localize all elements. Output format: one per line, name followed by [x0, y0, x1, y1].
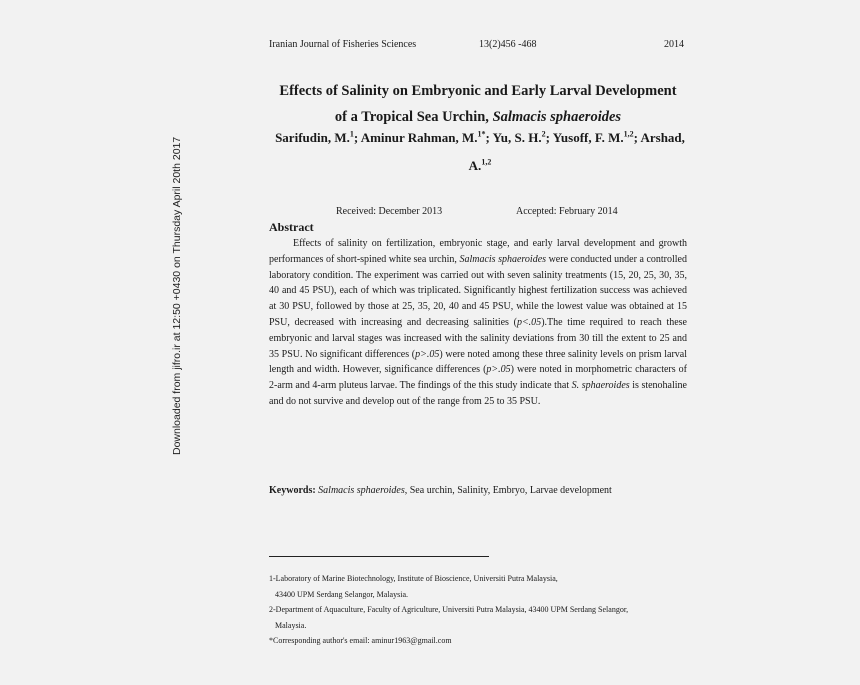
- abstract-text: Effects of salinity on fertilization, embryonic stage, and early larval development and growth performances of short-spined white sea urchin,: [269, 238, 687, 265]
- abstract-text: ) were noted in morphometric characters of 2-arm and 4-arm pluteus larvae. The findings of the this study indicate that: [269, 364, 687, 392]
- author-5-initial: A.: [468, 158, 482, 173]
- author-3-affil: 2: [541, 129, 546, 139]
- p-value: p<.05: [516, 316, 542, 328]
- footnote-2: 2-Department of Aquaculture, Faculty of Agriculture, Universiti Putra Malaysia, 43400 UPM Serdang Selangor,: [269, 605, 629, 614]
- footnote-1: 1-Laboratory of Marine Biotechnology, Institute of Bioscience, Universiti Putra Malaysia,: [269, 574, 558, 583]
- author-list: [262, 124, 698, 180]
- abstract-species: Salmacis sphaeroides: [459, 253, 547, 265]
- publication-year: 2014: [664, 39, 684, 50]
- keywords: [269, 485, 689, 496]
- author-line-1: [262, 124, 698, 152]
- keywords-list: , Sea urchin, Salinity, Embryo, Larvae development: [404, 485, 612, 496]
- title-species: Salmacis sphaeroides: [492, 109, 622, 125]
- abstract-text: ) were noted among these three salinity levels on prism larval length and width. However, significance differences (: [269, 348, 687, 376]
- author-4-affil: 1,2: [623, 129, 634, 139]
- author-line-2: [262, 152, 698, 180]
- footnote-1-cont: 43400 UPM Serdang Selangor, Malaysia.: [275, 589, 408, 599]
- footnote-2-cont: Malaysia.: [275, 620, 307, 630]
- footnote-divider: [269, 556, 489, 557]
- title-line-2-text: of a Tropical Sea Urchin,: [334, 109, 493, 125]
- keyword-species: Salmacis sphaeroides: [318, 485, 405, 496]
- author-2-affil: 1*: [477, 129, 486, 139]
- abstract-heading: Abstract: [269, 220, 314, 234]
- author-4: ; Yusoff, F. M.: [545, 130, 624, 145]
- abstract-text: is stenohaline and do not survive and develop out of the range from 25 to 35 PSU.: [269, 380, 687, 407]
- author-1: Sarifudin, M.: [275, 130, 350, 145]
- submission-dates: [336, 206, 636, 220]
- journal-name: Iranian Journal of Fisheries Sciences: [269, 39, 417, 50]
- paper-title: [240, 78, 716, 130]
- abstract-species: S. sphaeroides: [571, 380, 630, 392]
- abstract-body: [269, 236, 687, 410]
- abstract-text: ).The time required to reach these embryonic and larval stages was increased with the salinity deviations from 30 till the extent to 25 and 35 PSU. No significant differences (: [269, 316, 687, 360]
- footnotes: [269, 571, 691, 649]
- p-value: p>.05: [415, 348, 440, 360]
- footnote-corresponding: *Corresponding author's email: aminur1963@gmail.com: [269, 636, 452, 645]
- volume-pages: 13(2)456 -468: [479, 39, 537, 50]
- author-2: ; Aminur Rahman, M.: [353, 130, 478, 145]
- download-stamp: Downloaded from jifro.ir at 12:50 +0430 on Thursday April 20th 2017: [171, 136, 183, 455]
- author-1-affil: 1: [349, 129, 354, 139]
- keywords-label: Keywords:: [269, 485, 319, 496]
- author-3: ; Yu, S. H.: [485, 130, 542, 145]
- accepted-date: Accepted: February 2014: [516, 206, 618, 217]
- title-line-1: Effects of Salinity on Embryonic and Early Larval Development: [279, 83, 677, 99]
- running-header: [269, 39, 684, 53]
- abstract-text: were conducted under a controlled laboratory condition. The experiment was carried out with seven salinity treatments (15, 20, 25, 30, 35, 40 and 45 PSU), each of which was triplicated. Significantly highest fertilization success was achieved at 30 PSU, followed by those at 25, 35, 20, 40 and 45 PSU, while the lowest value was obtained at 15 PSU, decreased with increasing and decreasing salinities (: [269, 253, 687, 328]
- received-date: Received: December 2013: [336, 206, 443, 217]
- p-value: p>.05: [486, 364, 511, 376]
- author-5-affil: 1,2: [481, 157, 492, 167]
- author-5: ; Arshad,: [633, 130, 685, 145]
